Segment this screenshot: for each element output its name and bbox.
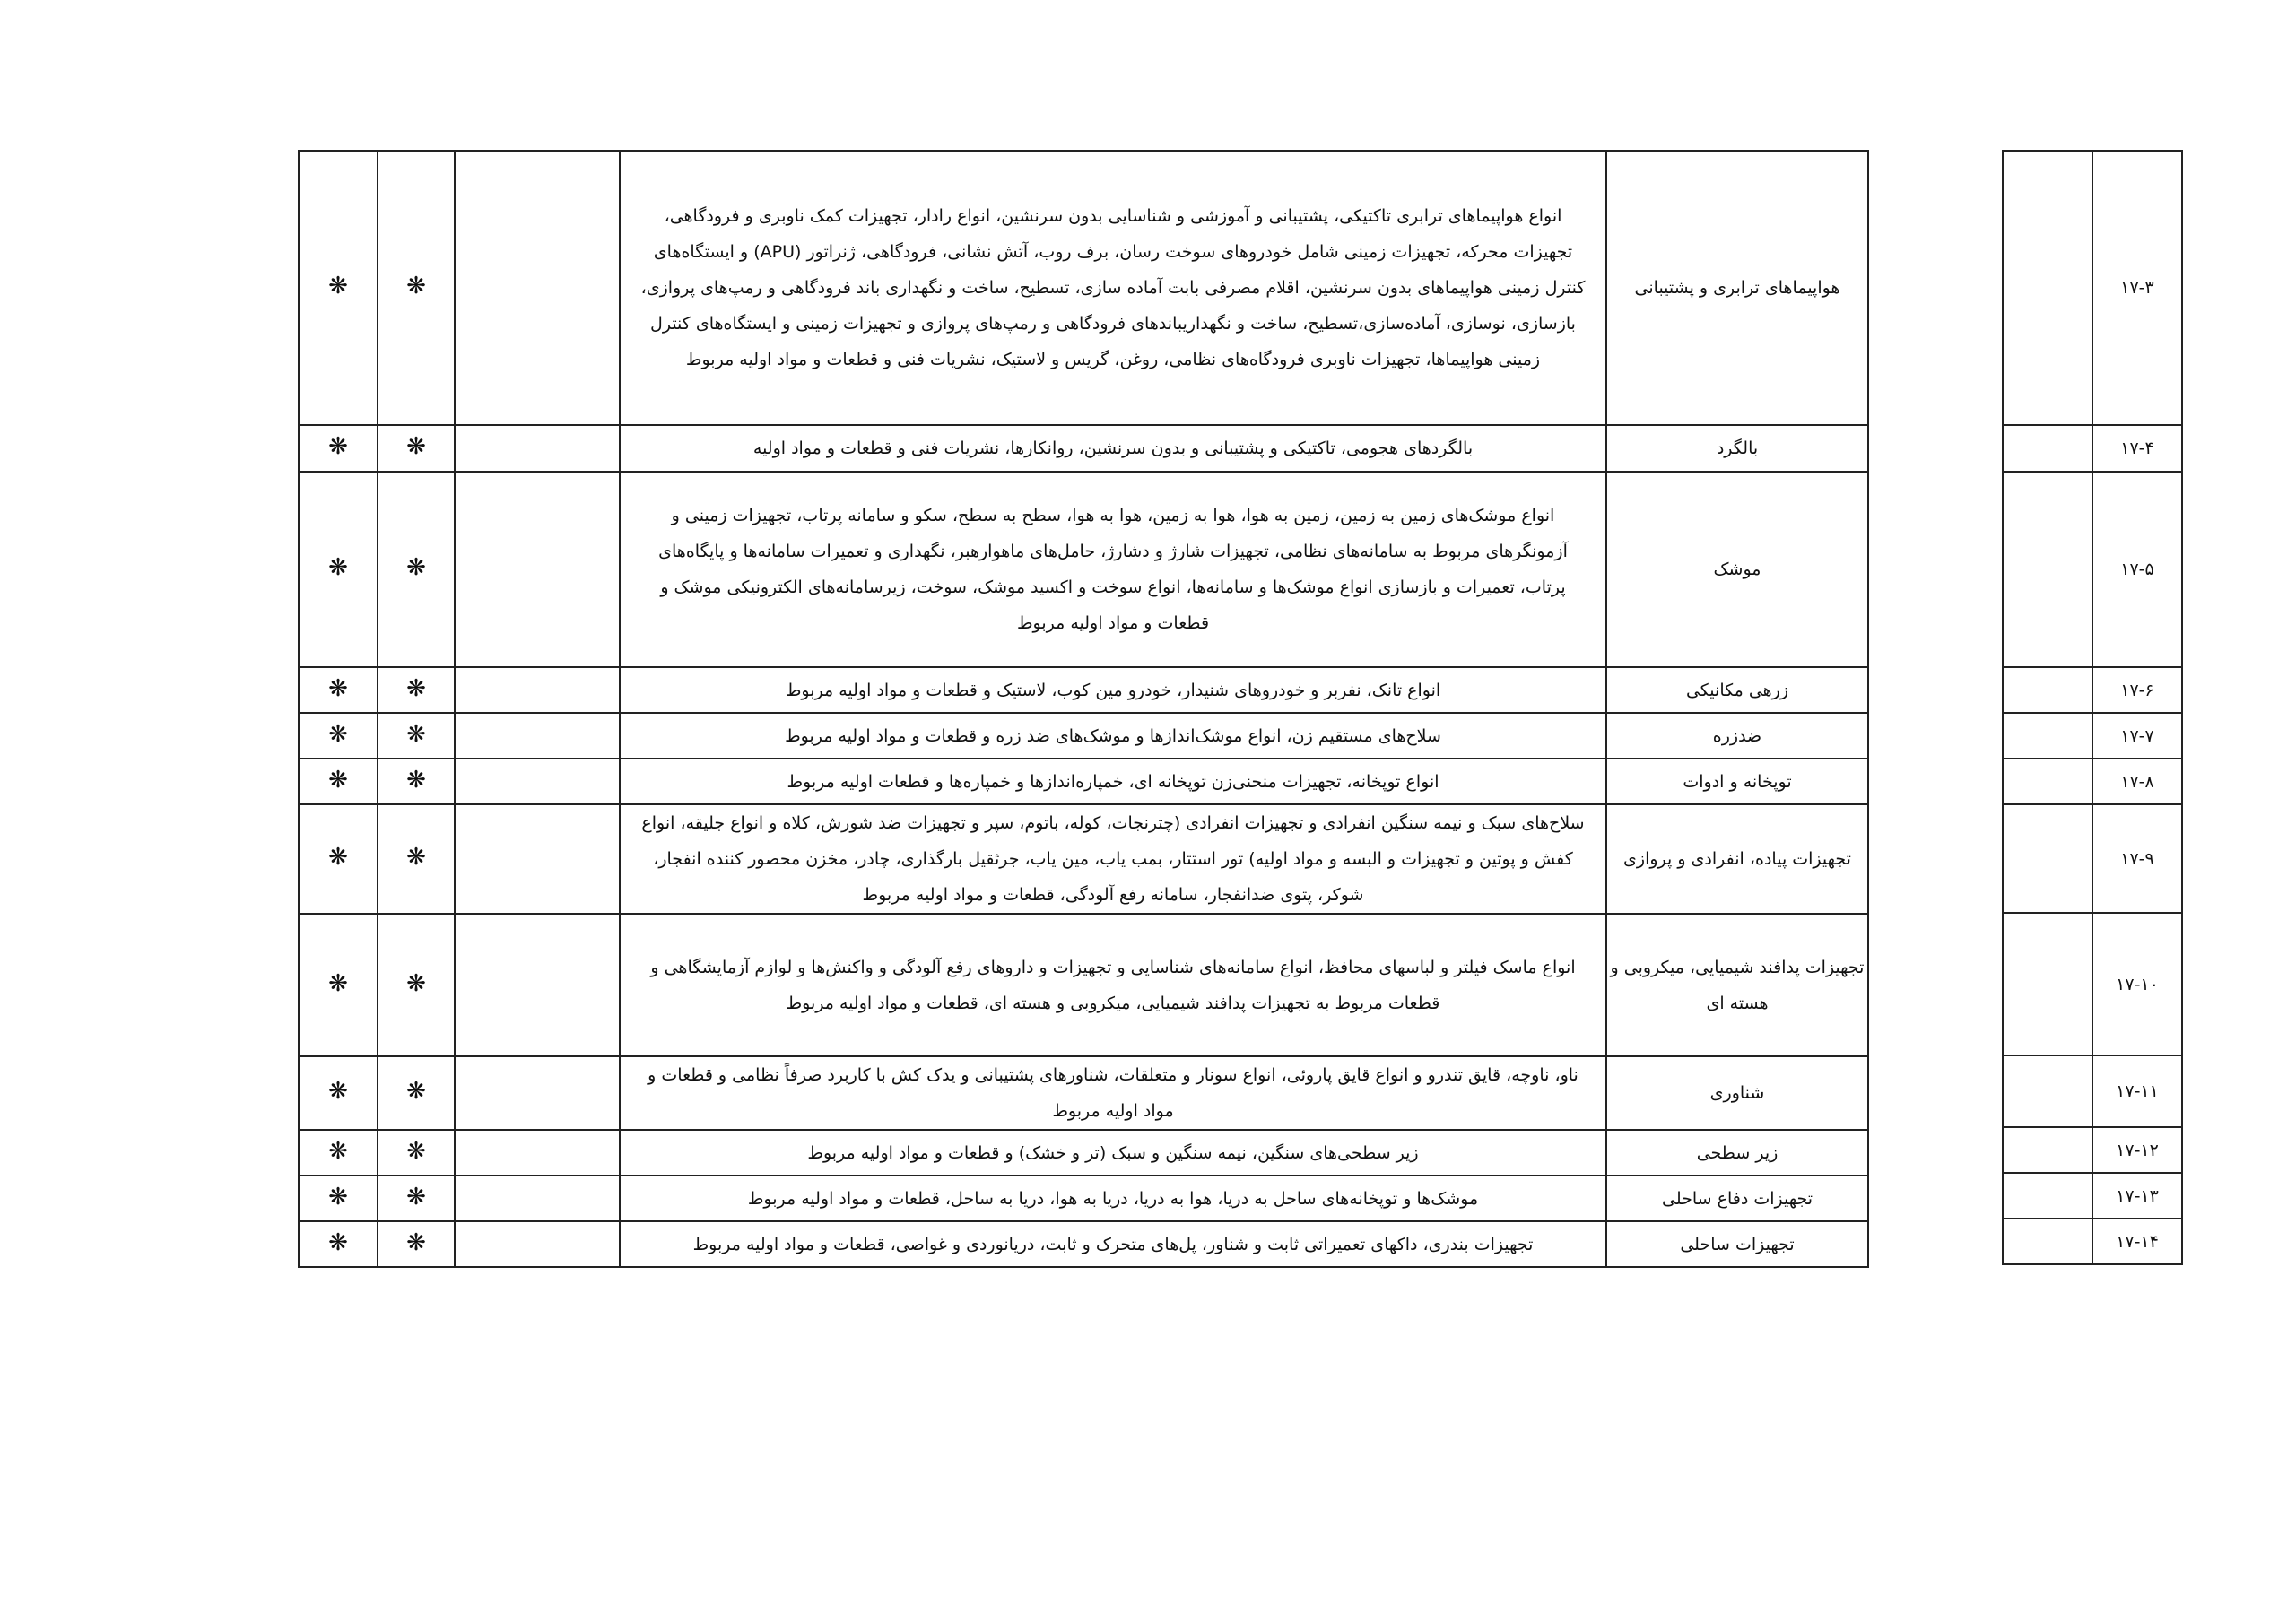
side-table: [2002, 150, 2183, 1265]
row-code-cell: ۱۷-۱۴: [2092, 1219, 2182, 1264]
mark-cell-a: [378, 1056, 455, 1130]
table-row: [299, 425, 1868, 472]
category-title-cell: زرهی مکانیکی: [1606, 667, 1868, 713]
asterisk-mark-icon: ❋: [328, 1078, 348, 1105]
empty-cell: [2003, 713, 2092, 759]
asterisk-mark-icon: ❋: [328, 554, 348, 581]
asterisk-mark-icon: ❋: [406, 554, 426, 581]
table-row: [299, 914, 1868, 1056]
category-description-cell: ناو، ناوچه، قایق تندرو و انواع قایق پاروئی، انواع سونار و متعلقات، شناورهای پشتیبانی و یدک کش با کاربرد صرفاً نظامی و قطعات و مواد اولیه مربوط: [620, 1056, 1606, 1130]
empty-cell: [455, 1221, 620, 1267]
mark-cell-b: [299, 759, 378, 804]
row-code-cell: ۱۷-۱۱: [2092, 1055, 2182, 1127]
category-title-cell: تجهیزات پدافند شیمیایی، میکروبی و هسته ای: [1606, 914, 1868, 1056]
category-description-cell: سلاح‌های سبک و نیمه سنگین انفرادی و تجهیزات انفرادی (چترنجات، کوله، باتوم، سپر و تجهیزات ضد شورش، کلاه و انواع جلیقه، انواع کفش و پوتین و تجهیزات و البسه و مواد اولیه) تور استتار، بمب یاب، مین یاب، جرثقیل بارگذاری، چادر، مخزن محصور کننده انفجار، شوکر، پتوی ضدانفجار، سامانه رفع آلودگی، قطعات و مواد اولیه مربوط: [620, 804, 1606, 914]
mark-cell-a: [378, 759, 455, 804]
mark-cell-a: [378, 1176, 455, 1221]
row-code-cell: ۱۷-۳: [2092, 151, 2182, 425]
mark-cell-b: [299, 1221, 378, 1267]
mark-cell-b: [299, 713, 378, 759]
row-code-cell: ۱۷-۹: [2092, 804, 2182, 913]
table-row: [2003, 425, 2182, 472]
table-row: [2003, 1127, 2182, 1173]
empty-cell: [455, 759, 620, 804]
mark-cell-b: [299, 1130, 378, 1176]
category-description-cell: انواع ماسک فیلتر و لباسهای محافظ، انواع سامانه‌های شناسایی و تجهیزات و داروهای رفع آلودگی و واکنش‌ها و لوازم آزمایشگاهی و قطعات مربوط به تجهیزات پدافند شیمیایی، میکروبی و هسته ای، قطعات و مواد اولیه مربوط: [620, 914, 1606, 1056]
table-row: [299, 1130, 1868, 1176]
asterisk-mark-icon: ❋: [328, 969, 348, 997]
category-title-cell: بالگرد: [1606, 425, 1868, 472]
table-row: [299, 1176, 1868, 1221]
mark-cell-b: [299, 667, 378, 713]
asterisk-mark-icon: ❋: [406, 969, 426, 997]
mark-cell-b: [299, 151, 378, 425]
table-row: [2003, 667, 2182, 713]
category-description-cell: زیر سطحی‌های سنگین، نیمه سنگین و سبک (تر و خشک) و قطعات و مواد اولیه مربوط: [620, 1130, 1606, 1176]
table-row: [299, 1056, 1868, 1130]
empty-cell: [455, 1130, 620, 1176]
asterisk-mark-icon: ❋: [406, 844, 426, 871]
empty-cell: [455, 1056, 620, 1130]
table-row: [2003, 151, 2182, 425]
asterisk-mark-icon: ❋: [328, 1137, 348, 1165]
table-row: [2003, 913, 2182, 1055]
mark-cell-b: [299, 472, 378, 667]
empty-cell: [2003, 1127, 2092, 1173]
category-title-cell: تجهیزات پیاده، انفرادی و پروازی: [1606, 804, 1868, 914]
mark-cell-b: [299, 1176, 378, 1221]
asterisk-mark-icon: ❋: [406, 720, 426, 748]
asterisk-mark-icon: ❋: [328, 1228, 348, 1256]
category-title-cell: موشک: [1606, 472, 1868, 667]
empty-cell: [2003, 759, 2092, 804]
row-code-cell: ۱۷-۶: [2092, 667, 2182, 713]
empty-cell: [2003, 1173, 2092, 1219]
row-code-cell: ۱۷-۵: [2092, 472, 2182, 667]
asterisk-mark-icon: ❋: [406, 1183, 426, 1211]
row-code-cell: ۱۷-۱۳: [2092, 1173, 2182, 1219]
asterisk-mark-icon: ❋: [328, 844, 348, 871]
empty-cell: [455, 472, 620, 667]
empty-cell: [455, 914, 620, 1056]
row-code-cell: ۱۷-۷: [2092, 713, 2182, 759]
asterisk-mark-icon: ❋: [328, 720, 348, 748]
empty-cell: [2003, 151, 2092, 425]
table-row: [2003, 804, 2182, 913]
empty-cell: [455, 425, 620, 472]
mark-cell-b: [299, 914, 378, 1056]
category-description-cell: انواع هواپیماهای ترابری تاکتیکی، پشتیبانی و آموزشی و شناسایی بدون سرنشین، انواع رادار، تجهیزات کمک ناوبری و فرودگاهی، تجهیزات محرکه، تجهیزات زمینی شامل خودروهای سوخت رسان، برف روب، آتش نشانی، فرودگاهی، ژنراتور (APU) و ایستگاه‌های کنترل زمینی هواپیماهای بدون سرنشین، اقلام مصرفی بابت آماده سازی، تسطیح، ساخت و نگهداری باند فرودگاهی و رمپ‌های پروازی، بازسازی، نوسازی، آماده‌سازی،تسطیح، ساخت و نگهداریباندهای فرودگاهی و رمپ‌های پروازی و تجهیزات زمینی و ایستگاه‌های کنترل زمینی هواپیماها، تجهیزات ناوبری فرودگاه‌های نظامی، روغن، گریس و لاستیک، نشریات فنی و قطعات و مواد اولیه مربوط: [620, 151, 1606, 425]
empty-cell: [455, 804, 620, 914]
table-row: [2003, 1173, 2182, 1219]
category-title-cell: هواپیماهای ترابری و پشتیبانی: [1606, 151, 1868, 425]
empty-cell: [2003, 1055, 2092, 1127]
asterisk-mark-icon: ❋: [406, 1228, 426, 1256]
empty-cell: [2003, 804, 2092, 913]
mark-cell-b: [299, 425, 378, 472]
category-description-cell: بالگردهای هجومی، تاکتیکی و پشتیبانی و بدون سرنشین، روانکارها، نشریات فنی و قطعات و مواد اولیه: [620, 425, 1606, 472]
category-title-cell: ضدزره: [1606, 713, 1868, 759]
table-row: [2003, 472, 2182, 667]
category-title-cell: توپخانه و ادوات: [1606, 759, 1868, 804]
asterisk-mark-icon: ❋: [328, 766, 348, 794]
table-row: [2003, 759, 2182, 804]
table-row: [299, 759, 1868, 804]
table-row: [299, 667, 1868, 713]
table-row: [299, 804, 1868, 914]
mark-cell-a: [378, 472, 455, 667]
category-description-cell: انواع تانک، نفربر و خودروهای شنیدار، خودرو مین کوب، لاستیک و قطعات و مواد اولیه مربوط: [620, 667, 1606, 713]
category-title-cell: تجهیزات دفاع ساحلی: [1606, 1176, 1868, 1221]
asterisk-mark-icon: ❋: [406, 1078, 426, 1105]
table-row: [2003, 1055, 2182, 1127]
empty-cell: [2003, 913, 2092, 1055]
table-row: [299, 1221, 1868, 1267]
asterisk-mark-icon: ❋: [406, 766, 426, 794]
mark-cell-a: [378, 804, 455, 914]
row-code-cell: ۱۷-۴: [2092, 425, 2182, 472]
empty-cell: [455, 667, 620, 713]
table-row: [299, 713, 1868, 759]
asterisk-mark-icon: ❋: [406, 674, 426, 702]
mark-cell-a: [378, 667, 455, 713]
asterisk-mark-icon: ❋: [328, 433, 348, 460]
empty-cell: [2003, 667, 2092, 713]
empty-cell: [455, 1176, 620, 1221]
category-title-cell: زیر سطحی: [1606, 1130, 1868, 1176]
category-description-cell: موشک‌ها و توپخانه‌های ساحل به دریا، هوا به دریا، دریا به هوا، دریا به ساحل، قطعات و مواد اولیه مربوط: [620, 1176, 1606, 1221]
table-row: [299, 151, 1868, 425]
asterisk-mark-icon: ❋: [328, 674, 348, 702]
category-title-cell: تجهیزات ساحلی: [1606, 1221, 1868, 1267]
mark-cell-b: [299, 1056, 378, 1130]
empty-cell: [2003, 425, 2092, 472]
empty-cell: [2003, 472, 2092, 667]
table-row: [2003, 1219, 2182, 1264]
asterisk-mark-icon: ❋: [406, 1137, 426, 1165]
category-description-cell: سلاح‌های مستقیم زن، انواع موشک‌اندازها و موشک‌های ضد زره و قطعات و مواد اولیه مربوط: [620, 713, 1606, 759]
category-title-cell: شناوری: [1606, 1056, 1868, 1130]
asterisk-mark-icon: ❋: [328, 273, 348, 299]
asterisk-mark-icon: ❋: [328, 1183, 348, 1211]
category-description-cell: انواع موشک‌های زمین به زمین، زمین به هوا، هوا به زمین، هوا به هوا، سطح به سطح، سکو و سامانه پرتاب، تجهیزات زمینی و آزمونگرهای مربوط به سامانه‌های نظامی، تجهیزات شارژ و دشارژ، حامل‌های ماهوارهبر، نگهداری و تعمیرات سامانه‌ها و پایگاه‌های پرتاب، تعمیرات و بازسازی انواع موشک‌ها و سامانه‌ها، انواع سوخت و اکسید موشک، سوخت، زیرسامانه‌های الکترونیکی موشک و قطعات و مواد اولیه مربوط: [620, 472, 1606, 667]
empty-cell: [455, 151, 620, 425]
row-code-cell: ۱۷-۱۰: [2092, 913, 2182, 1055]
table-row: [299, 472, 1868, 667]
main-table: [298, 150, 1869, 1268]
category-description-cell: انواع توپخانه، تجهیزات منحنی‌زن توپخانه ای، خمپاره‌اندازها و خمپاره‌ها و قطعات اولیه مربوط: [620, 759, 1606, 804]
mark-cell-a: [378, 425, 455, 472]
empty-cell: [2003, 1219, 2092, 1264]
mark-cell-b: [299, 804, 378, 914]
table-row: [2003, 713, 2182, 759]
category-description-cell: تجهیزات بندری، داکهای تعمیراتی ثابت و شناور، پل‌های متحرک و ثابت، دریانوردی و غواصی، قطعات و مواد اولیه مربوط: [620, 1221, 1606, 1267]
empty-cell: [455, 713, 620, 759]
asterisk-mark-icon: ❋: [406, 433, 426, 460]
mark-cell-a: [378, 713, 455, 759]
row-code-cell: ۱۷-۱۲: [2092, 1127, 2182, 1173]
asterisk-mark-icon: ❋: [406, 273, 426, 299]
mark-cell-a: [378, 914, 455, 1056]
mark-cell-a: [378, 1130, 455, 1176]
mark-cell-a: [378, 1221, 455, 1267]
mark-cell-a: [378, 151, 455, 425]
row-code-cell: ۱۷-۸: [2092, 759, 2182, 804]
